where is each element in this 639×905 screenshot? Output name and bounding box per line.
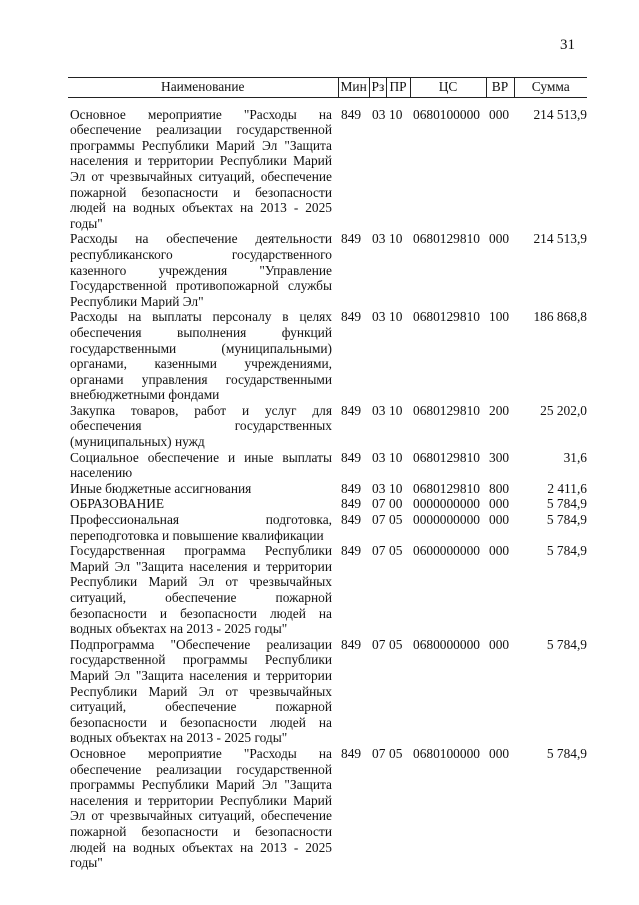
table-row xyxy=(68,231,587,309)
cell-cs: 0680100000 xyxy=(413,106,480,122)
cell-name: Основное мероприятие "Расходы на обеспечение реализации государственной программы Республики Марий Эл "Защита населения и территории Республики Марий Эл от чрезвычайных ситуаций, обеспечение пожарной безопасности и безопасности людей на водных объектах на 2013 - 2025 годы" xyxy=(70,106,332,231)
table-row xyxy=(68,450,587,481)
cell-pr: 10 xyxy=(389,309,403,325)
cell-rz: 03 xyxy=(372,231,386,247)
cell-name: Профессиональная подготовка, переподготовка и повышение квалификации xyxy=(70,512,332,543)
cell-rz: 07 xyxy=(372,745,386,761)
cell-rz: 07 xyxy=(372,636,386,652)
cell-min: 849 xyxy=(341,231,362,247)
table-row xyxy=(68,403,587,450)
cell-min: 849 xyxy=(341,106,362,122)
page-number: 31 xyxy=(560,37,575,53)
cell-min: 849 xyxy=(341,745,362,761)
cell-name: Основное мероприятие "Расходы на обеспечение реализации государственной программы Республики Марий Эл "Защита населения и территории Республики Марий Эл от чрезвычайных ситуаций, обеспечение пожарной безопасности и безопасности людей на водных объектах на 2013 - 2025 годы" xyxy=(70,745,332,871)
cell-cs: 0680000000 xyxy=(413,636,480,652)
cell-sum: 214 513,9 xyxy=(533,106,587,122)
cell-cs: 0680129810 xyxy=(413,449,480,465)
cell-sum: 5 784,9 xyxy=(546,496,587,512)
header-pr: ПР xyxy=(386,78,410,98)
header-vr: ВР xyxy=(486,78,514,98)
cell-sum: 5 784,9 xyxy=(546,636,587,652)
cell-name: Государственная программа Республики Марий Эл "Защита населения и территории Республики Марий Эл от чрезвычайных ситуаций, обеспечение пожарной безопасности и безопасности людей на водных объектах на 2013 - 2025 годы" xyxy=(70,543,332,637)
cell-vr: 000 xyxy=(489,496,510,512)
cell-name: Социальное обеспечение и иные выплаты населению xyxy=(70,449,332,481)
cell-cs: 0680129810 xyxy=(413,480,480,496)
table-row xyxy=(68,746,587,871)
header-cs: ЦС xyxy=(410,78,486,98)
header-row xyxy=(68,78,587,98)
cell-cs: 0000000000 xyxy=(413,512,480,528)
table-row xyxy=(68,481,587,497)
cell-vr: 800 xyxy=(489,480,510,496)
cell-sum: 214 513,9 xyxy=(533,231,587,247)
table-row xyxy=(68,512,587,543)
cell-pr: 05 xyxy=(389,636,403,652)
cell-rz: 07 xyxy=(372,496,386,512)
cell-min: 849 xyxy=(341,402,362,418)
cell-rz: 03 xyxy=(372,480,386,496)
cell-pr: 10 xyxy=(389,106,403,122)
cell-name: ОБРАЗОВАНИЕ xyxy=(70,496,165,512)
cell-pr: 05 xyxy=(389,745,403,761)
cell-name: Подпрограмма "Обеспечение реализации государственной программы Республики Марий Эл "Защита населения и территории Республики Марий Эл от чрезвычайных ситуаций, обеспечение пожарной безопасности и безопасности людей на водных объектах на 2013 - 2025 годы" xyxy=(70,636,332,746)
header-min: Мин xyxy=(338,78,369,98)
cell-cs: 0680129810 xyxy=(413,231,480,247)
cell-cs: 0680129810 xyxy=(413,309,480,325)
cell-vr: 000 xyxy=(489,636,510,652)
cell-vr: 200 xyxy=(489,402,510,418)
table-row xyxy=(68,496,587,512)
cell-pr: 05 xyxy=(389,512,403,528)
cell-cs: 0000000000 xyxy=(413,496,480,512)
header-name: Наименование xyxy=(68,78,338,98)
budget-table xyxy=(68,77,587,871)
cell-rz: 07 xyxy=(372,512,386,528)
cell-min: 849 xyxy=(341,449,362,465)
cell-rz: 03 xyxy=(372,402,386,418)
table-body xyxy=(68,97,587,871)
cell-min: 849 xyxy=(341,636,362,652)
cell-vr: 300 xyxy=(489,449,510,465)
cell-cs: 0600000000 xyxy=(413,543,480,559)
cell-cs: 0680100000 xyxy=(413,745,480,761)
cell-sum: 186 868,8 xyxy=(533,309,587,325)
cell-sum: 5 784,9 xyxy=(546,512,587,528)
header-rz: Рз xyxy=(369,78,386,98)
header-sum: Сумма xyxy=(514,78,587,98)
cell-vr: 000 xyxy=(489,543,510,559)
cell-pr: 10 xyxy=(389,480,403,496)
cell-sum: 31,6 xyxy=(563,449,587,465)
cell-pr: 05 xyxy=(389,543,403,559)
cell-cs: 0680129810 xyxy=(413,402,480,418)
table-row xyxy=(68,309,587,403)
cell-pr: 10 xyxy=(389,449,403,465)
cell-rz: 07 xyxy=(372,543,386,559)
cell-sum: 25 202,0 xyxy=(540,402,587,418)
cell-min: 849 xyxy=(341,309,362,325)
table-row xyxy=(68,637,587,746)
cell-vr: 000 xyxy=(489,512,510,528)
cell-vr: 000 xyxy=(489,745,510,761)
cell-pr: 00 xyxy=(389,496,403,512)
cell-pr: 10 xyxy=(389,402,403,418)
cell-sum: 5 784,9 xyxy=(546,745,587,761)
cell-min: 849 xyxy=(341,543,362,559)
table-row xyxy=(68,543,587,637)
cell-rz: 03 xyxy=(372,449,386,465)
table-header xyxy=(68,78,587,98)
cell-pr: 10 xyxy=(389,231,403,247)
cell-vr: 000 xyxy=(489,106,510,122)
cell-name: Расходы на обеспечение деятельности республиканского государственного казенного учреждения "Управление Государственной противопожарной службы Республики Марий Эл" xyxy=(70,231,332,309)
cell-name: Расходы на выплаты персоналу в целях обеспечения выполнения функций государственными (муниципальными) органами, казенными учреждениями, органами управления государственными внебюджетными фондами xyxy=(70,309,332,403)
cell-min: 849 xyxy=(341,512,362,528)
cell-vr: 100 xyxy=(489,309,510,325)
cell-sum: 5 784,9 xyxy=(546,543,587,559)
cell-vr: 000 xyxy=(489,231,510,247)
cell-name: Закупка товаров, работ и услуг для обеспечения государственных (муниципальных) нужд xyxy=(70,402,332,450)
cell-rz: 03 xyxy=(372,106,386,122)
table-row xyxy=(68,97,587,231)
cell-rz: 03 xyxy=(372,309,386,325)
cell-min: 849 xyxy=(341,496,362,512)
cell-min: 849 xyxy=(341,480,362,496)
cell-sum: 2 411,6 xyxy=(547,480,587,496)
cell-name: Иные бюджетные ассигнования xyxy=(70,480,252,496)
